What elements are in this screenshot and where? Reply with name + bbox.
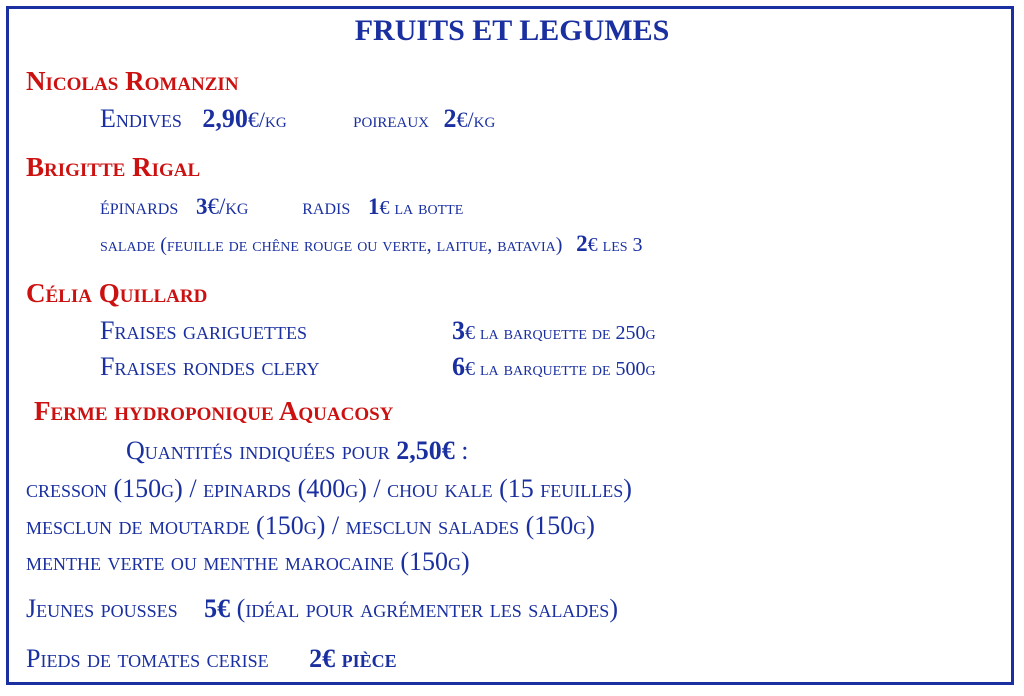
product-item: radis xyxy=(302,194,351,219)
intro-price: 2,50€ xyxy=(396,436,455,465)
product-item: Fraises gariguettes xyxy=(100,316,307,345)
product-price: 6 xyxy=(452,352,465,381)
intro-text: Quantités indiquées pour xyxy=(126,436,390,465)
vendor-name-romanzin: Nicolas Romanzin xyxy=(26,66,239,96)
page-title: FRUITS ET LEGUMES xyxy=(354,14,670,47)
list-item: menthe verte ou menthe marocaine (150g) xyxy=(26,547,470,576)
product-price: 5€ xyxy=(204,594,231,623)
product-item: salade (feuille de chêne rouge ou verte, laitue, batavia) xyxy=(100,234,563,256)
intro-suffix: : xyxy=(454,436,469,465)
product-price: 2 xyxy=(443,104,457,133)
vendor-name-quillard: Célia Quillard xyxy=(26,278,208,308)
intro-line xyxy=(126,436,469,466)
product-unit: € la barquette de 250g xyxy=(465,322,656,344)
product-note: (idéal pour agrémenter les salades) xyxy=(236,594,618,623)
product-price: 3 xyxy=(195,194,208,219)
product-item: Endives xyxy=(100,104,182,133)
extra-line xyxy=(26,594,618,624)
product-unit: €/kg xyxy=(456,107,496,132)
product-item: Pieds de tomates cerise xyxy=(26,644,269,673)
product-line xyxy=(100,316,656,346)
vendor-name-rigal: Brigitte Rigal xyxy=(26,152,201,182)
product-line xyxy=(100,104,495,134)
product-unit: €/kg xyxy=(207,194,249,219)
product-item: épinards xyxy=(100,194,179,219)
list-item: mesclun de moutarde (150g) / mesclun salades (150g) xyxy=(26,511,595,540)
product-line xyxy=(100,352,656,382)
product-unit: €/kg xyxy=(247,107,287,132)
product-unit: € les 3 xyxy=(587,234,643,256)
product-line xyxy=(100,231,643,257)
product-item: Jeunes pousses xyxy=(26,594,178,623)
product-unit: € la barquette de 500g xyxy=(465,358,656,380)
product-price: 3 xyxy=(452,316,465,345)
product-price: 1 xyxy=(368,194,380,219)
extra-line xyxy=(26,644,397,674)
vendor-name-aquacosy: Ferme hydroponique Aquacosy xyxy=(34,396,394,426)
list-item: cresson (150g) / epinards (400g) / chou kale (15 feuilles) xyxy=(26,474,632,503)
product-item: poireaux xyxy=(353,107,430,132)
product-unit: € la botte xyxy=(379,197,464,219)
product-price: 2,90 xyxy=(202,104,248,133)
product-item: Fraises rondes clery xyxy=(100,352,320,381)
product-price: 2 xyxy=(576,231,588,256)
product-line xyxy=(100,194,463,220)
product-price: 2€ pièce xyxy=(309,644,397,673)
